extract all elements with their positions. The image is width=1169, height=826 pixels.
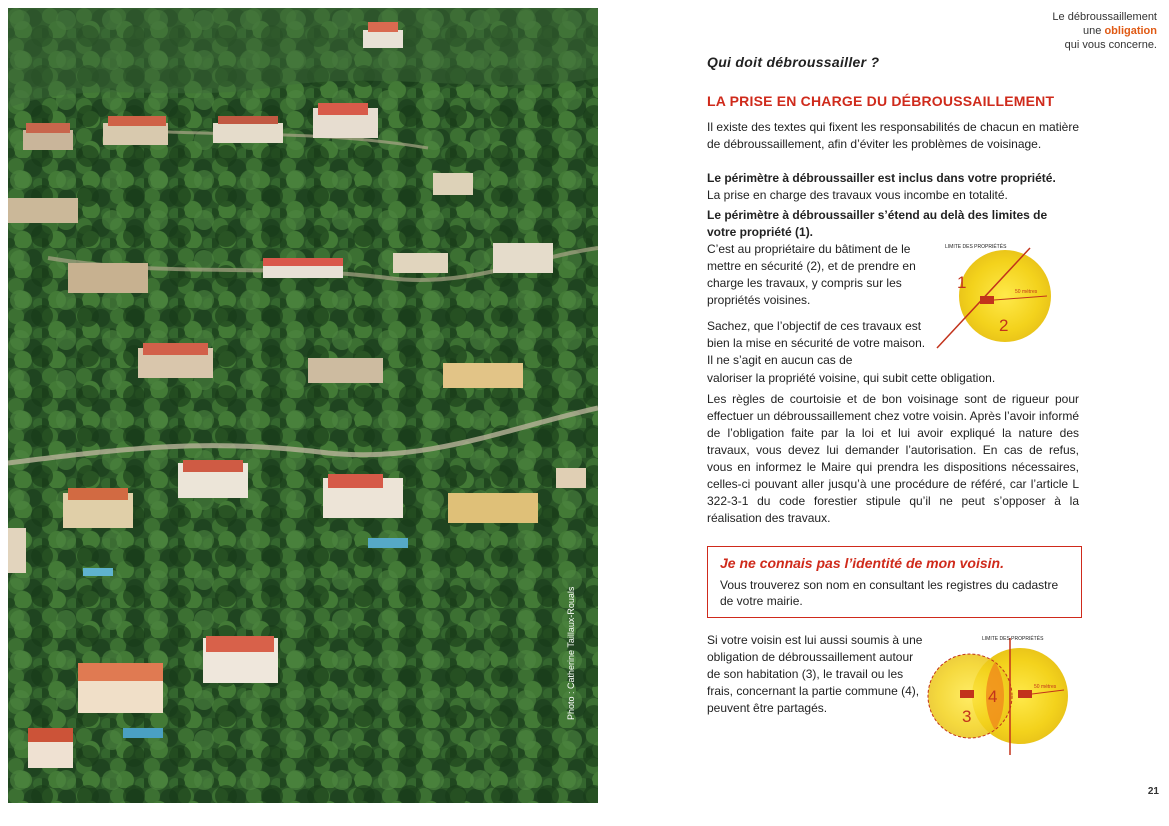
house-icon-left [960, 690, 974, 698]
marker-1: 1 [957, 273, 967, 292]
question-title: Qui doit débroussailler ? [707, 54, 880, 70]
box-text: Vous trouverez son nom en consultant les registres du cadastre de votre mairie. [720, 578, 1059, 608]
marker-4: 4 [988, 687, 998, 706]
tagline-highlight: obligation [1104, 25, 1157, 37]
distance-label: 50 mètres [1015, 289, 1038, 295]
aerial-photo-image [8, 8, 598, 803]
case1-heading: Le périmètre à débroussailler est inclus dans votre propriété. [707, 171, 1056, 185]
marker-2: 2 [999, 316, 1009, 335]
diagram-2-svg [922, 630, 1072, 760]
section-title: LA PRISE EN CHARGE DU DÉBROUSSAILLEMENT [707, 93, 1055, 109]
marker-3: 3 [962, 707, 972, 726]
case2-text: C’est au propriétaire du bâtiment de le mettre en sécurité (2), et de prendre en charge les travaux, y compris sur les propriétés voisines. [707, 242, 916, 307]
distance-label-2: 50 mètres [1034, 684, 1057, 690]
tagline-prefix-1: Le [1052, 11, 1065, 23]
case3-text: Si votre voisin est lui aussi soumis à une obligation de débroussaillement autour de son habitation (3), le travail ou les frais, concernant la partie commune (4), peuvent être partagés. [707, 633, 923, 715]
box-title: Je ne connais pas l’identité de mon voisin. [720, 555, 1004, 571]
case1-text: La prise en charge des travaux vous incombe en totalité. [707, 188, 1008, 202]
tagline-line-1: débroussaillement [1067, 11, 1157, 23]
neighbor-identity-box [707, 546, 1082, 618]
case2-objective-end: valoriser la propriété voisine, qui subit cette obligation. [707, 371, 996, 385]
diagram-single-property [925, 238, 1060, 358]
tagline [1052, 10, 1157, 52]
courtesy-paragraph: Les règles de courtoisie et de bon voisinage sont de rigueur pour effectuer un débroussaillement chez votre voisin. Après l’avoir informé de l’obligation faite par la loi et lui avoir expliqué la nature des travaux, vous devez lui demander l’autorisation. En cas de refus, vous en informez le Maire qui prendra les dispositions nécessaires, celles-ci pouvant aller jusqu’à une procédure de référé, car l’article L 322-3-1 du code forestier stipule qu’il ne peut s’opposer à la réalisation des travaux. [707, 392, 1079, 525]
limit-label: LIMITE DES PROPRIÉTÉS [945, 244, 1007, 250]
tagline-prefix-2: une [1083, 25, 1102, 37]
diagram-1-svg [925, 238, 1060, 353]
house-icon-right [1018, 690, 1032, 698]
intro-paragraph: Il existe des textes qui fixent les responsabilités de chacun en matière de débroussaillement, afin d’éviter les problèmes de voisinage. [707, 120, 1079, 151]
limit-label-2: LIMITE DES PROPRIÉTÉS [982, 636, 1044, 642]
house-icon [980, 296, 994, 304]
photo-credit-text: Photo : Catherine Taillaux-Rouals [566, 586, 576, 720]
aerial-photo [8, 8, 598, 803]
page-number: 21 [1147, 786, 1159, 797]
tagline-line-3: qui vous concerne. [1064, 39, 1157, 51]
diagram-shared-zone [922, 630, 1072, 765]
case2-heading: Le périmètre à débroussailler s’étend au delà des limites de votre propriété (1). [707, 208, 1048, 239]
case2-objective: Sachez, que l’objectif de ces travaux est bien la mise en sécurité de votre maison. Il ne s’agit en aucun cas de [707, 319, 926, 367]
